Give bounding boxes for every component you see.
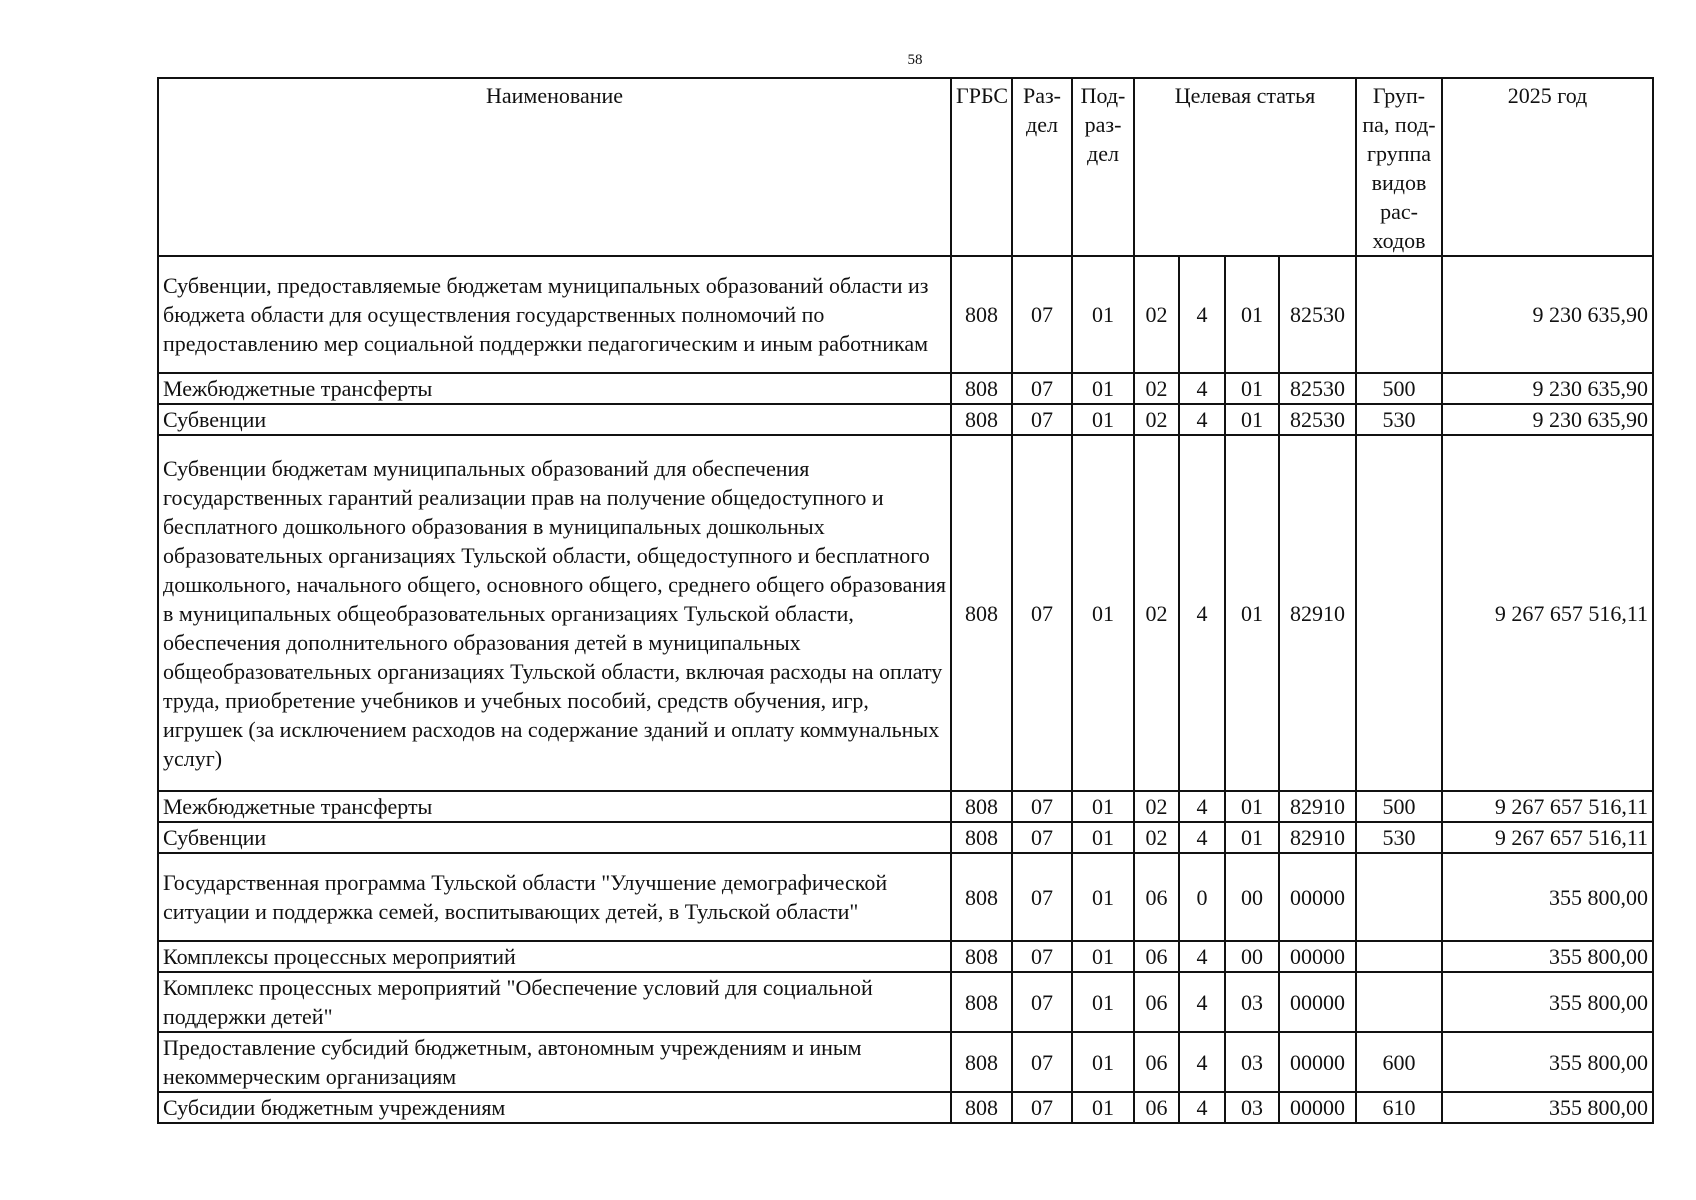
row-grbs: 808 bbox=[951, 373, 1012, 404]
row-podrazdel: 01 bbox=[1072, 941, 1134, 972]
row-razdel: 07 bbox=[1012, 941, 1072, 972]
row-amount: 9 230 635,90 bbox=[1442, 373, 1653, 404]
row-target-type: 4 bbox=[1179, 941, 1225, 972]
row-name: Государственная программа Тульской области "Улучшение демографической ситуации и поддержка семей, воспитывающих детей, в Тульской области" bbox=[158, 853, 951, 941]
row-target-program: 06 bbox=[1134, 941, 1179, 972]
row-razdel: 07 bbox=[1012, 1092, 1072, 1123]
row-target-complex: 00 bbox=[1225, 853, 1279, 941]
row-amount: 355 800,00 bbox=[1442, 972, 1653, 1032]
row-target-direction: 82910 bbox=[1279, 822, 1356, 853]
row-expense-group: 530 bbox=[1356, 822, 1442, 853]
row-expense-group: 500 bbox=[1356, 791, 1442, 822]
row-target-direction: 82530 bbox=[1279, 256, 1356, 373]
row-grbs: 808 bbox=[951, 435, 1012, 791]
row-target-type: 0 bbox=[1179, 853, 1225, 941]
row-target-complex: 00 bbox=[1225, 941, 1279, 972]
row-target-type: 4 bbox=[1179, 404, 1225, 435]
row-target-type: 4 bbox=[1179, 972, 1225, 1032]
row-target-type: 4 bbox=[1179, 791, 1225, 822]
row-target-program: 06 bbox=[1134, 1092, 1179, 1123]
row-name: Межбюджетные трансферты bbox=[158, 791, 951, 822]
row-amount: 355 800,00 bbox=[1442, 853, 1653, 941]
row-podrazdel: 01 bbox=[1072, 822, 1134, 853]
row-amount: 355 800,00 bbox=[1442, 1092, 1653, 1123]
row-amount: 355 800,00 bbox=[1442, 941, 1653, 972]
row-target-complex: 01 bbox=[1225, 791, 1279, 822]
table-row bbox=[158, 435, 1653, 791]
row-target-program: 06 bbox=[1134, 853, 1179, 941]
row-name: Комплексы процессных мероприятий bbox=[158, 941, 951, 972]
row-amount: 9 230 635,90 bbox=[1442, 404, 1653, 435]
row-target-complex: 01 bbox=[1225, 256, 1279, 373]
row-amount: 9 230 635,90 bbox=[1442, 256, 1653, 373]
row-target-type: 4 bbox=[1179, 1092, 1225, 1123]
row-target-direction: 00000 bbox=[1279, 941, 1356, 972]
row-target-complex: 03 bbox=[1225, 1092, 1279, 1123]
row-podrazdel: 01 bbox=[1072, 1032, 1134, 1092]
row-name: Субвенции, предоставляемые бюджетам муниципальных образований области из бюджета области для осуществления государственных полномочий по предоставлению мер социальной поддержки педагогическим и иным работникам bbox=[158, 256, 951, 373]
row-target-direction: 00000 bbox=[1279, 1032, 1356, 1092]
row-target-complex: 01 bbox=[1225, 435, 1279, 791]
row-target-complex: 01 bbox=[1225, 373, 1279, 404]
row-name: Межбюджетные трансферты bbox=[158, 373, 951, 404]
row-grbs: 808 bbox=[951, 941, 1012, 972]
row-name: Комплекс процессных мероприятий "Обеспечение условий для социальной поддержки детей" bbox=[158, 972, 951, 1032]
budget-table bbox=[157, 77, 1654, 1124]
row-razdel: 07 bbox=[1012, 822, 1072, 853]
row-razdel: 07 bbox=[1012, 404, 1072, 435]
row-target-program: 02 bbox=[1134, 404, 1179, 435]
row-amount: 9 267 657 516,11 bbox=[1442, 822, 1653, 853]
row-name: Субвенции bbox=[158, 404, 951, 435]
row-expense-group: 610 bbox=[1356, 1092, 1442, 1123]
row-target-program: 02 bbox=[1134, 256, 1179, 373]
row-target-direction: 00000 bbox=[1279, 972, 1356, 1032]
row-expense-group bbox=[1356, 853, 1442, 941]
row-grbs: 808 bbox=[951, 853, 1012, 941]
row-amount: 355 800,00 bbox=[1442, 1032, 1653, 1092]
header-grbs: ГРБС bbox=[951, 78, 1012, 256]
row-target-type: 4 bbox=[1179, 822, 1225, 853]
header-row bbox=[158, 78, 1653, 256]
row-target-complex: 03 bbox=[1225, 972, 1279, 1032]
row-grbs: 808 bbox=[951, 822, 1012, 853]
row-target-complex: 03 bbox=[1225, 1032, 1279, 1092]
row-podrazdel: 01 bbox=[1072, 435, 1134, 791]
row-name: Предоставление субсидий бюджетным, автономным учреждениям и иным некоммерческим организациям bbox=[158, 1032, 951, 1092]
row-razdel: 07 bbox=[1012, 791, 1072, 822]
header-razdel: Раз- дел bbox=[1012, 78, 1072, 256]
row-target-complex: 01 bbox=[1225, 404, 1279, 435]
table-row bbox=[158, 256, 1653, 373]
row-expense-group bbox=[1356, 941, 1442, 972]
row-target-direction: 00000 bbox=[1279, 853, 1356, 941]
table-row bbox=[158, 1032, 1653, 1092]
table-row bbox=[158, 972, 1653, 1032]
row-target-program: 06 bbox=[1134, 972, 1179, 1032]
row-expense-group bbox=[1356, 256, 1442, 373]
row-podrazdel: 01 bbox=[1072, 1092, 1134, 1123]
row-expense-group: 530 bbox=[1356, 404, 1442, 435]
page-number: 58 bbox=[907, 52, 923, 68]
row-expense-group bbox=[1356, 435, 1442, 791]
row-target-program: 02 bbox=[1134, 822, 1179, 853]
table-row bbox=[158, 373, 1653, 404]
row-target-direction: 82530 bbox=[1279, 404, 1356, 435]
header-expense-group: Груп- па, под- группа видов рас- ходов bbox=[1356, 78, 1442, 256]
table-row bbox=[158, 941, 1653, 972]
row-target-complex: 01 bbox=[1225, 822, 1279, 853]
row-grbs: 808 bbox=[951, 404, 1012, 435]
row-razdel: 07 bbox=[1012, 256, 1072, 373]
row-grbs: 808 bbox=[951, 791, 1012, 822]
row-name: Субвенции бюджетам муниципальных образований для обеспечения государственных гарантий реализации прав на получение общедоступного и бесплатного дошкольного образования в муниципальных дошкольных образовательных организациях Тульской области, общедоступного и бесплатного дошкольного, начального общего, основного общего, среднего общего образования в муниципальных общеобразовательных организациях Тульской области, обеспечения дополнительного образования детей в муниципальных общеобразовательных организациях Тульской области, включая расходы на оплату труда, приобретение учебников и учебных пособий, средств обучения, игр, игрушек (за исключением расходов на содержание зданий и оплату коммунальных услуг) bbox=[158, 435, 951, 791]
row-target-type: 4 bbox=[1179, 435, 1225, 791]
row-target-direction: 82530 bbox=[1279, 373, 1356, 404]
row-podrazdel: 01 bbox=[1072, 373, 1134, 404]
row-razdel: 07 bbox=[1012, 435, 1072, 791]
table-row bbox=[158, 404, 1653, 435]
row-target-direction: 82910 bbox=[1279, 435, 1356, 791]
row-razdel: 07 bbox=[1012, 373, 1072, 404]
row-podrazdel: 01 bbox=[1072, 972, 1134, 1032]
row-target-program: 06 bbox=[1134, 1032, 1179, 1092]
row-podrazdel: 01 bbox=[1072, 853, 1134, 941]
header-podrazdel: Под- раз- дел bbox=[1072, 78, 1134, 256]
row-expense-group: 600 bbox=[1356, 1032, 1442, 1092]
row-podrazdel: 01 bbox=[1072, 256, 1134, 373]
row-razdel: 07 bbox=[1012, 853, 1072, 941]
header-target-article: Целевая статья bbox=[1134, 78, 1356, 256]
row-target-program: 02 bbox=[1134, 791, 1179, 822]
row-amount: 9 267 657 516,11 bbox=[1442, 791, 1653, 822]
row-grbs: 808 bbox=[951, 972, 1012, 1032]
row-grbs: 808 bbox=[951, 1092, 1012, 1123]
row-podrazdel: 01 bbox=[1072, 791, 1134, 822]
row-podrazdel: 01 bbox=[1072, 404, 1134, 435]
row-target-type: 4 bbox=[1179, 373, 1225, 404]
row-name: Субвенции bbox=[158, 822, 951, 853]
table-row bbox=[158, 822, 1653, 853]
row-target-program: 02 bbox=[1134, 435, 1179, 791]
row-target-direction: 82910 bbox=[1279, 791, 1356, 822]
row-expense-group: 500 bbox=[1356, 373, 1442, 404]
row-grbs: 808 bbox=[951, 256, 1012, 373]
table-row bbox=[158, 853, 1653, 941]
row-razdel: 07 bbox=[1012, 1032, 1072, 1092]
header-name: Наименование bbox=[158, 78, 951, 256]
header-year-2025: 2025 год bbox=[1442, 78, 1653, 256]
row-expense-group bbox=[1356, 972, 1442, 1032]
row-target-type: 4 bbox=[1179, 256, 1225, 373]
table-row bbox=[158, 791, 1653, 822]
row-target-type: 4 bbox=[1179, 1032, 1225, 1092]
table-row bbox=[158, 1092, 1653, 1123]
row-razdel: 07 bbox=[1012, 972, 1072, 1032]
row-name: Субсидии бюджетным учреждениям bbox=[158, 1092, 951, 1123]
row-grbs: 808 bbox=[951, 1032, 1012, 1092]
row-amount: 9 267 657 516,11 bbox=[1442, 435, 1653, 791]
row-target-direction: 00000 bbox=[1279, 1092, 1356, 1123]
row-target-program: 02 bbox=[1134, 373, 1179, 404]
